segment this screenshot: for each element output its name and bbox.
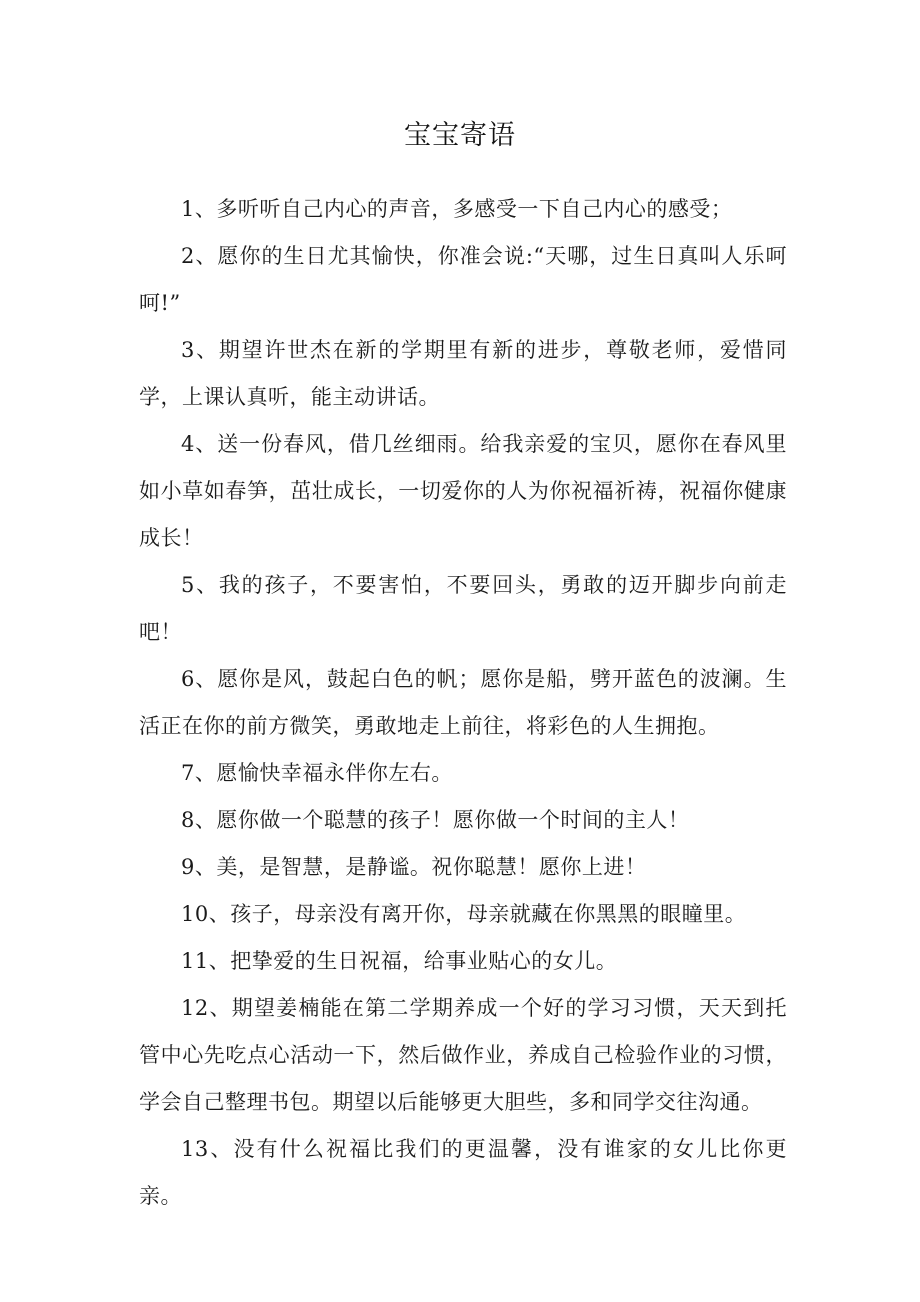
paragraph-6: 6、愿你是风，鼓起白色的帆；愿你是船，劈开蓝色的波澜。生活正在你的前方微笑，勇敢地走上前往，将彩色的人生拥抱。 bbox=[139, 667, 787, 738]
document-body bbox=[139, 186, 787, 1220]
paragraph-2: 2、愿你的生日尤其愉快，你准会说:“天哪，过生日真叫人乐呵呵!” bbox=[139, 244, 787, 315]
paragraph-11: 11、把挚爱的生日祝福，给事业贴心的女儿。 bbox=[181, 949, 618, 973]
paragraph-12: 12、期望姜楠能在第二学期养成一个好的学习习惯，天天到托管中心先吃点心活动一下，然后做作业，养成自己检验作业的习惯，学会自己整理书包。期望以后能够更大胆些，多和同学交往沟通。 bbox=[139, 996, 787, 1114]
paragraph-13: 13、没有什么祝福比我们的更温馨，没有谁家的女儿比你更亲。 bbox=[139, 1137, 787, 1208]
paragraph-4: 4、送一份春风，借几丝细雨。给我亲爱的宝贝，愿你在春风里如小草如春笋，茁壮成长，一切爱你的人为你祝福祈祷，祝福你健康成长！ bbox=[139, 432, 787, 550]
document-title: 宝宝寄语 bbox=[404, 120, 516, 151]
paragraph-9: 9、美，是智慧，是静谧。祝你聪慧！愿你上进！ bbox=[181, 855, 647, 879]
paragraph-1: 1、多听听自己内心的声音，多感受一下自己内心的感受； bbox=[181, 197, 733, 221]
paragraph-10: 10、孩子，母亲没有离开你，母亲就藏在你黑黑的眼瞳里。 bbox=[181, 902, 747, 926]
paragraph-8: 8、愿你做一个聪慧的孩子！愿你做一个时间的主人！ bbox=[181, 808, 690, 832]
paragraph-7: 7、愿愉快幸福永伴你左右。 bbox=[181, 761, 453, 785]
paragraph-5: 5、我的孩子，不要害怕，不要回头，勇敢的迈开脚步向前走吧！ bbox=[139, 573, 787, 644]
paragraph-3: 3、期望许世杰在新的学期里有新的进步，尊敬老师，爱惜同学，上课认真听，能主动讲话。 bbox=[139, 338, 787, 409]
